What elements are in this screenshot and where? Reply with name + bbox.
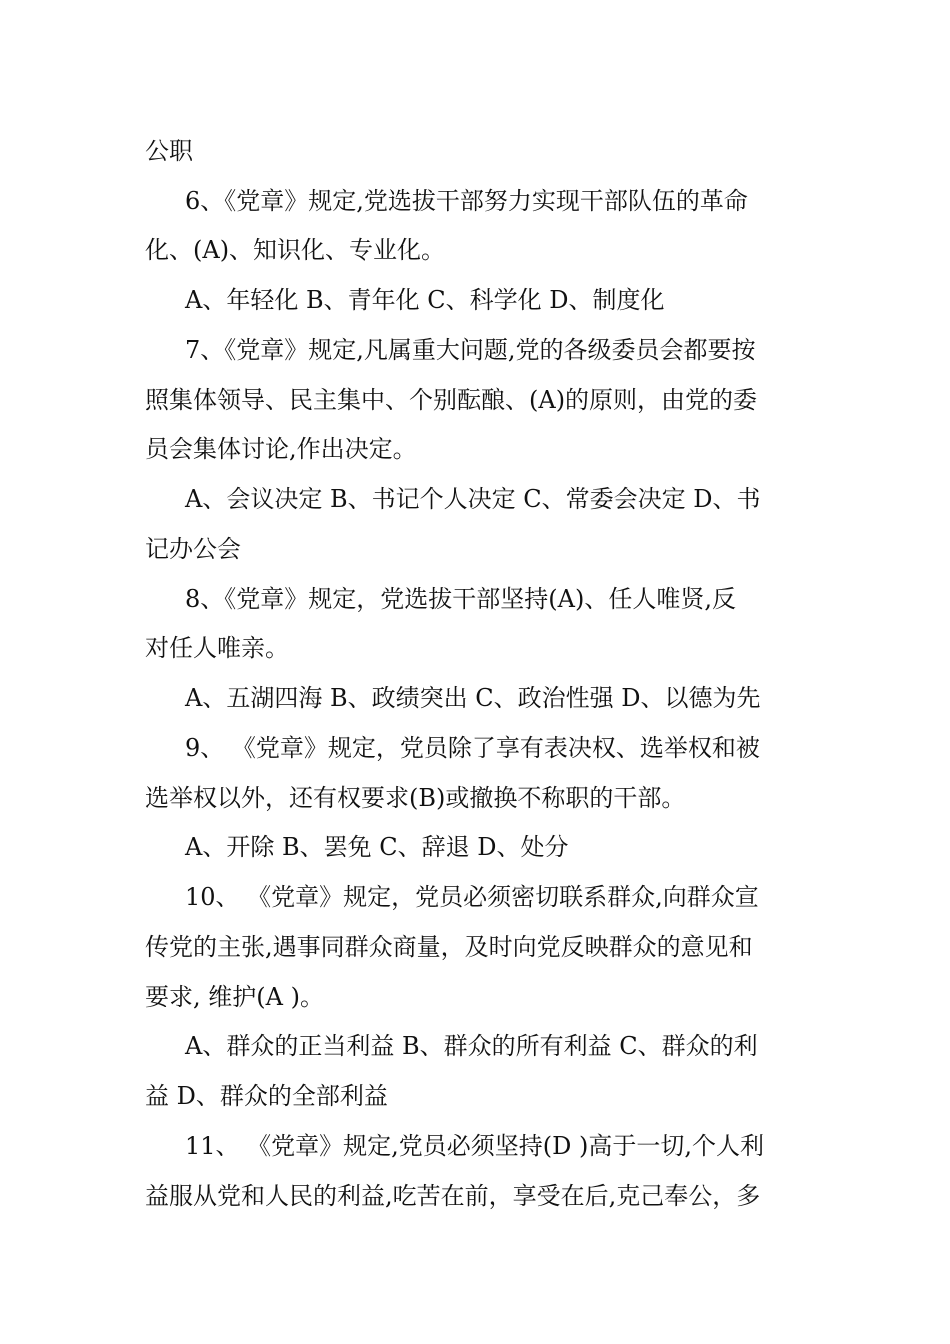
question-10-line-1: 10、 《党章》规定，党员必须密切联系群众,向群众宣 <box>185 883 759 911</box>
question-7-line-1: 7、《党章》规定,凡属重大问题,党的各级委员会都要按 <box>185 336 756 364</box>
question-10-options-line-1: A、群众的正当利益 B、群众的所有利益 C、群众的利 <box>185 1032 758 1060</box>
question-7-line-3: 员会集体讨论,作出决定。 <box>145 435 417 463</box>
question-10-line-3: 要求, 维护(A )。 <box>145 983 324 1011</box>
question-9-options: A、开除 B、罢免 C、辞退 D、处分 <box>185 833 569 861</box>
question-8-options: A、五湖四海 B、政绩突出 C、政治性强 D、以德为先 <box>185 684 761 712</box>
question-11-line-1: 11、 《党章》规定,党员必须坚持(D )高于一切,个人利 <box>185 1132 765 1160</box>
question-7-line-2: 照集体领导、民主集中、个别酝酿、(A)的原则，由党的委 <box>145 386 758 414</box>
question-6-line-2: 化、(A)、知识化、专业化。 <box>145 236 446 264</box>
question-6-line-1: 6、《党章》规定,党选拔干部努力实现干部队伍的革命 <box>185 187 748 215</box>
question-8-line-1: 8、《党章》规定，党选拔干部坚持(A)、任人唯贤,反 <box>185 585 736 613</box>
question-8-line-2: 对任人唯亲。 <box>145 634 289 662</box>
question-7-options-line-2: 记办公会 <box>145 535 241 563</box>
question-10-line-2: 传党的主张,遇事同群众商量，及时向党反映群众的意见和 <box>145 933 753 961</box>
question-9-line-2: 选举权以外，还有权要求(B)或撤换不称职的干部。 <box>145 784 686 812</box>
question-7-options-line-1: A、会议决定 B、书记个人决定 C、常委会决定 D、书 <box>185 485 761 513</box>
text-line-1: 公职 <box>145 137 193 165</box>
question-9-line-1: 9、 《党章》规定，党员除了享有表决权、选举权和被 <box>185 734 760 762</box>
question-11-line-2: 益服从党和人民的利益,吃苦在前，享受在后,克己奉公，多 <box>145 1182 761 1210</box>
question-10-options-line-2: 益 D、群众的全部利益 <box>145 1082 388 1110</box>
question-6-options: A、年轻化 B、青年化 C、科学化 D、制度化 <box>185 286 665 314</box>
